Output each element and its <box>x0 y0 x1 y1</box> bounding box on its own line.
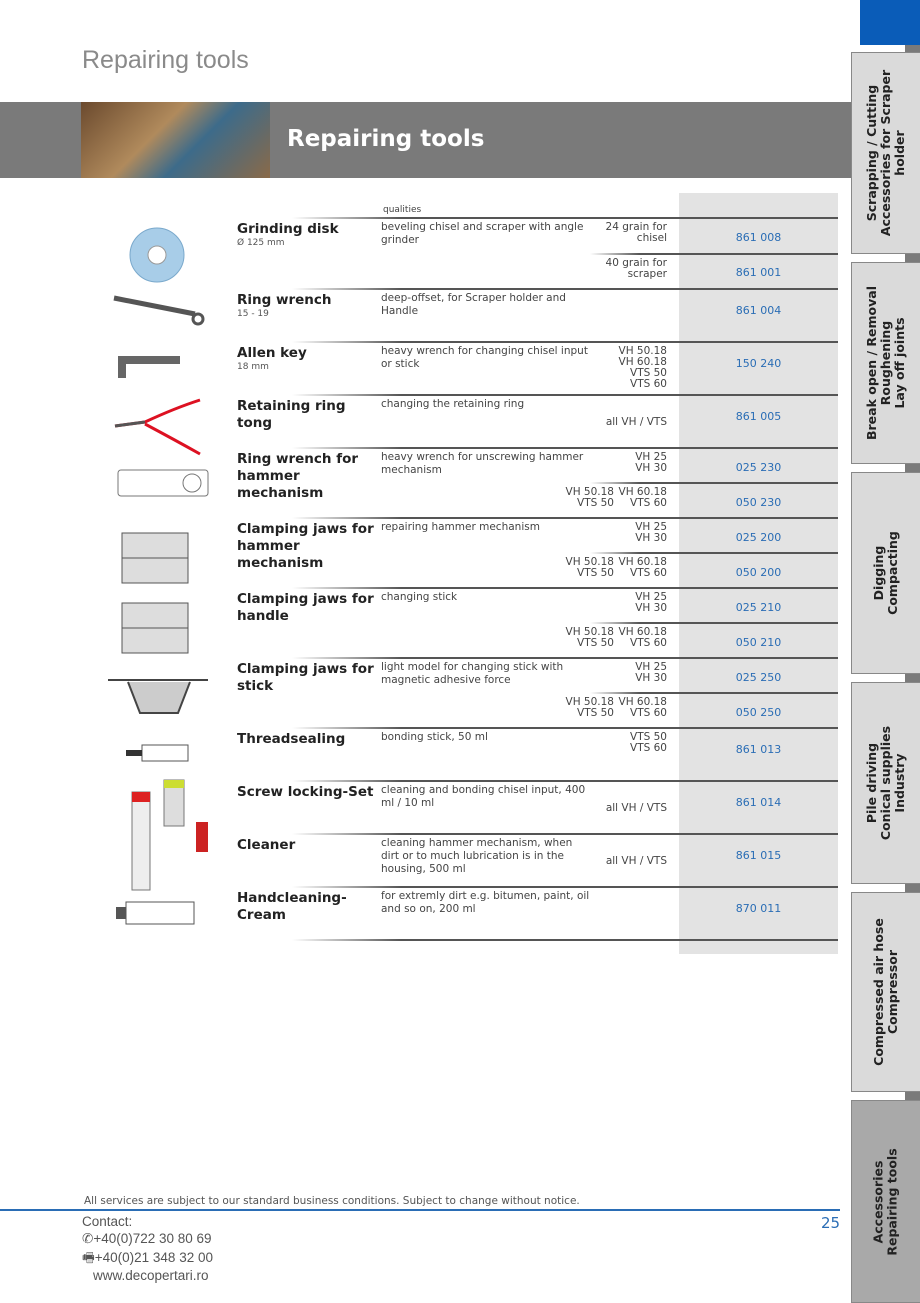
article-number: 861 005 <box>735 409 782 423</box>
allen-key-icon <box>118 356 180 378</box>
row-divider <box>590 482 838 484</box>
quality-left: VH 50.18 VTS 50 <box>565 696 614 719</box>
quality-left: VH 50.18 VTS 50 <box>565 486 614 509</box>
variant-row <box>237 518 838 553</box>
product-row <box>237 342 838 395</box>
quality: VH 60.18 VTS 60 <box>618 696 667 719</box>
product-row <box>237 887 838 940</box>
article-number: 050 210 <box>735 635 782 649</box>
quality-left: VH 50.18 VTS 50 <box>565 556 614 579</box>
variant-row <box>237 834 838 887</box>
variant-row <box>237 781 838 834</box>
retaining-ring-tong-icon <box>115 400 200 454</box>
product-images <box>100 218 220 938</box>
quality: all VH / VTS <box>605 855 667 867</box>
product-description: light model for changing stick with magnetic adhesive force <box>381 661 564 686</box>
product-name-text: Cleaner <box>237 837 296 853</box>
product-name-text: Clamping jaws for hammer mechanism <box>237 521 374 571</box>
banner-photo <box>81 102 270 178</box>
product-description: for extremly dirt e.g. bitumen, paint, oil and so on, 200 ml <box>381 890 590 915</box>
side-tab-label: Break open / Removal Roughening Lay off joints <box>864 285 908 441</box>
quality: VTS 50 VTS 60 <box>630 731 667 754</box>
variant-row <box>237 395 838 448</box>
article-number: 025 250 <box>735 670 782 684</box>
product-name-text: Ring wrench <box>237 292 332 308</box>
product-description: heavy wrench for unscrewing hammer mechanism <box>381 451 584 476</box>
variant-row <box>237 483 838 518</box>
article-number: 861 008 <box>735 230 782 244</box>
quality: VH 60.18 VTS 60 <box>618 486 667 509</box>
variant-row <box>237 254 838 290</box>
threadsealing-tube-icon <box>126 745 188 761</box>
variant-row <box>237 342 838 395</box>
product-name-text: Threadsealing <box>237 731 346 747</box>
product-description: beveling chisel and scraper with angle grinder <box>381 221 584 246</box>
product-row <box>237 395 838 448</box>
article-number: 050 230 <box>735 495 782 509</box>
product-description: cleaning hammer mechanism, when dirt or to much lubrication is in the housing, 500 ml <box>381 837 573 875</box>
row-divider <box>590 622 838 624</box>
variant-row <box>237 218 838 254</box>
footer-divider <box>0 1209 840 1211</box>
clamping-jaws-hammer-icon <box>122 533 188 583</box>
row-divider <box>292 939 838 941</box>
variant-row <box>237 588 838 623</box>
fax-icon: 🖷 <box>82 1250 95 1265</box>
side-tab[interactable] <box>851 1100 920 1303</box>
product-description: repairing hammer mechanism <box>381 521 540 533</box>
product-name-text: Ring wrench for hammer mechanism <box>237 451 359 501</box>
article-number: 861 013 <box>735 742 782 756</box>
product-description: bonding stick, 50 ml <box>381 731 488 743</box>
quality: VH 60.18 VTS 60 <box>618 626 667 649</box>
side-tab[interactable] <box>851 682 920 884</box>
quality: VH 25 VH 30 <box>635 661 667 684</box>
product-row <box>237 728 838 781</box>
clamping-jaws-stick-icon <box>108 680 208 713</box>
qualities-header: qualities <box>383 205 422 215</box>
clamping-jaws-handle-icon <box>122 603 188 653</box>
phone-number: +40(0)722 30 80 69 <box>93 1231 212 1246</box>
side-tab-label: Pile driving Conical supplies Industry <box>864 725 907 841</box>
variant-row <box>237 728 838 781</box>
quality: VH 25 VH 30 <box>635 591 667 614</box>
variant-row <box>237 448 838 483</box>
product-name-text: Clamping jaws for stick <box>237 661 374 694</box>
banner-title: Repairing tools <box>287 126 485 152</box>
product-row <box>237 781 838 834</box>
product-row <box>237 289 838 342</box>
row-divider <box>590 253 838 255</box>
product-name-text: Allen key <box>237 345 307 361</box>
article-number: 861 015 <box>735 848 782 862</box>
article-number: 025 210 <box>735 600 782 614</box>
quality: all VH / VTS <box>605 802 667 814</box>
handcleaning-cream-icon <box>116 902 194 924</box>
quality: VH 25 VH 30 <box>635 451 667 474</box>
product-name-text: Screw locking-Set <box>237 784 374 800</box>
product-row <box>237 834 838 887</box>
article-number: 861 004 <box>735 303 782 317</box>
variant-row <box>237 289 838 342</box>
product-description: deep-offset, for Scraper holder and Handle <box>381 292 566 317</box>
screw-locking-set-icon <box>132 780 208 890</box>
phone-icon: ✆ <box>82 1231 94 1246</box>
ring-wrench-icon <box>114 298 203 324</box>
article-number: 050 200 <box>735 565 782 579</box>
article-number: 025 230 <box>735 460 782 474</box>
product-name-text: Retaining ring tong <box>237 398 346 431</box>
row-divider <box>590 552 838 554</box>
active-section-marker <box>860 0 920 45</box>
variant-row <box>237 658 838 693</box>
fax-number: +40(0)21 348 32 00 <box>94 1250 213 1265</box>
side-tab[interactable] <box>851 892 920 1092</box>
article-number: 025 200 <box>735 530 782 544</box>
article-number: 150 240 <box>735 356 782 370</box>
quality: VH 25 VH 30 <box>635 521 667 544</box>
side-tab-label: Compressed air hose Compressor <box>871 918 900 1066</box>
quality: VH 50.18 VH 60.18 VTS 50 VTS 60 <box>618 345 667 390</box>
article-number: 861 014 <box>735 795 782 809</box>
article-number: 050 250 <box>735 705 782 719</box>
side-tab[interactable] <box>851 472 920 674</box>
grinding-disk-icon <box>130 228 184 282</box>
product-name-text: Handcleaning-Cream <box>237 890 347 923</box>
article-number: 870 011 <box>735 901 782 915</box>
product-size: Ø 125 mm <box>237 238 285 248</box>
footer-notice: All services are subject to our standard business conditions. Subject to change without notice. <box>84 1195 580 1207</box>
variant-row <box>237 693 838 728</box>
side-tab[interactable] <box>851 52 920 254</box>
variant-row <box>237 553 838 588</box>
side-tab-label: Digging Compacting <box>871 531 900 615</box>
page-title: Repairing tools <box>82 46 249 74</box>
side-tab-label: Scrapping / Cutting Accessories for Scraper holder <box>864 69 907 237</box>
product-description: heavy wrench for changing chisel input or stick <box>381 345 588 370</box>
side-tab-label: Accessories Repairing tools <box>871 1147 901 1256</box>
quality: 24 grain for chisel <box>605 221 667 244</box>
ring-wrench-hammer-icon <box>118 470 208 496</box>
product-name-text: Grinding disk <box>237 221 339 237</box>
contact-label: Contact: <box>82 1214 133 1229</box>
side-tab[interactable] <box>851 262 920 464</box>
product-description: cleaning and bonding chisel input, 400 ml / 10 ml <box>381 784 586 809</box>
variant-row <box>237 887 838 940</box>
variant-row <box>237 623 838 658</box>
quality: VH 60.18 VTS 60 <box>618 556 667 579</box>
product-size: 15 - 19 <box>237 309 269 319</box>
quality-left: VH 50.18 VTS 50 <box>565 626 614 649</box>
quality: all VH / VTS <box>605 416 667 428</box>
article-number: 861 001 <box>735 266 782 280</box>
product-description: changing the retaining ring <box>381 398 525 410</box>
website-link[interactable]: www.decopertari.ro <box>93 1268 209 1283</box>
row-divider <box>590 692 838 694</box>
product-size: 18 mm <box>237 362 269 372</box>
page-number: 25 <box>821 1214 841 1232</box>
product-name-text: Clamping jaws for handle <box>237 591 374 624</box>
product-description: changing stick <box>381 591 458 603</box>
quality: 40 grain for scraper <box>605 256 667 280</box>
